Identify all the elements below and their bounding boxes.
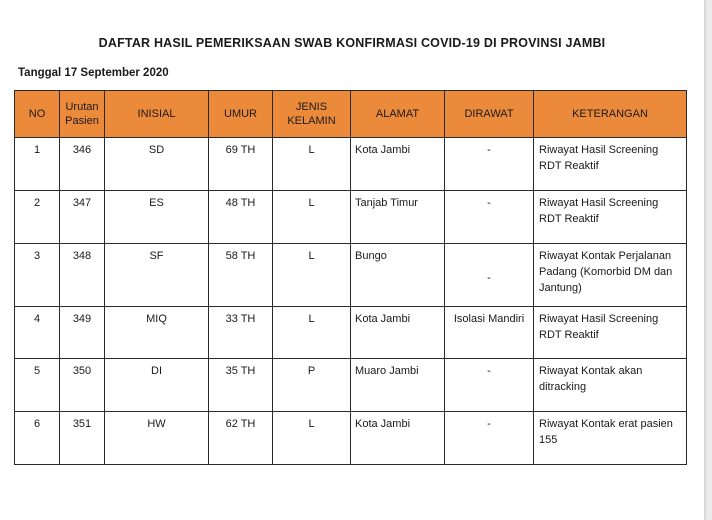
cell-dirawat: - bbox=[445, 359, 534, 412]
table-row bbox=[15, 191, 687, 244]
header-jenis-kelamin bbox=[273, 91, 351, 138]
cell-dirawat: Isolasi Mandiri bbox=[445, 307, 534, 359]
header-urutan-line2: Pasien bbox=[65, 115, 99, 127]
cell-alamat: Tanjab Timur bbox=[351, 191, 445, 244]
cell-inisial: HW bbox=[105, 412, 209, 465]
cell-dirawat bbox=[445, 244, 534, 307]
header-dirawat: DIRAWAT bbox=[445, 91, 534, 138]
cell-no: 4 bbox=[15, 307, 60, 359]
cell-jenis-kelamin: L bbox=[273, 412, 351, 465]
cell-umur: 62 TH bbox=[209, 412, 273, 465]
cell-jenis-kelamin: L bbox=[273, 307, 351, 359]
cell-alamat: Kota Jambi bbox=[351, 412, 445, 465]
cell-no: 3 bbox=[15, 244, 60, 307]
cell-dirawat: - bbox=[445, 191, 534, 244]
table-row bbox=[15, 307, 687, 359]
cell-umur: 58 TH bbox=[209, 244, 273, 307]
header-jenis-line2: KELAMIN bbox=[287, 115, 336, 127]
cell-inisial: ES bbox=[105, 191, 209, 244]
cell-jenis-kelamin: P bbox=[273, 359, 351, 412]
table-row bbox=[15, 412, 687, 465]
cell-dirawat-text: - bbox=[487, 272, 491, 284]
table-row bbox=[15, 359, 687, 412]
cell-keterangan: Riwayat Kontak akan ditracking bbox=[534, 359, 687, 412]
cell-keterangan: Riwayat Hasil Screening RDT Reaktif bbox=[534, 138, 687, 191]
cell-urutan: 351 bbox=[60, 412, 105, 465]
cell-jenis-kelamin: L bbox=[273, 244, 351, 307]
cell-alamat: Muaro Jambi bbox=[351, 359, 445, 412]
header-jenis-line1: JENIS bbox=[295, 101, 328, 113]
header-keterangan: KETERANGAN bbox=[534, 91, 687, 138]
header-urutan bbox=[60, 91, 105, 138]
cell-no: 1 bbox=[15, 138, 60, 191]
cell-urutan: 346 bbox=[60, 138, 105, 191]
header-urutan-line1: Urutan bbox=[65, 101, 99, 113]
document-title: DAFTAR HASIL PEMERIKSAAN SWAB KONFIRMASI COVID-19 DI PROVINSI JAMBI bbox=[98, 36, 606, 50]
cell-urutan: 350 bbox=[60, 359, 105, 412]
cell-keterangan: Riwayat Kontak erat pasien 155 bbox=[534, 412, 687, 465]
header-umur: UMUR bbox=[209, 91, 273, 138]
cell-jenis-kelamin: L bbox=[273, 138, 351, 191]
cell-alamat: Kota Jambi bbox=[351, 307, 445, 359]
cell-keterangan: Riwayat Kontak Perjalanan Padang (Komorbid DM dan Jantung) bbox=[534, 244, 687, 307]
cell-umur: 48 TH bbox=[209, 191, 273, 244]
cell-dirawat: - bbox=[445, 412, 534, 465]
header-alamat: ALAMAT bbox=[351, 91, 445, 138]
cell-no: 6 bbox=[15, 412, 60, 465]
cell-inisial: SF bbox=[105, 244, 209, 307]
header-no: NO bbox=[15, 91, 60, 138]
table-row bbox=[15, 244, 687, 307]
cell-inisial: DI bbox=[105, 359, 209, 412]
cell-alamat: Kota Jambi bbox=[351, 138, 445, 191]
cell-umur: 35 TH bbox=[209, 359, 273, 412]
swab-results-table bbox=[14, 90, 687, 465]
cell-keterangan: Riwayat Hasil Screening RDT Reaktif bbox=[534, 307, 687, 359]
header-inisial: INISIAL bbox=[105, 91, 209, 138]
cell-no: 2 bbox=[15, 191, 60, 244]
cell-inisial: MIQ bbox=[105, 307, 209, 359]
cell-no: 5 bbox=[15, 359, 60, 412]
cell-dirawat: - bbox=[445, 138, 534, 191]
cell-jenis-kelamin: L bbox=[273, 191, 351, 244]
cell-inisial: SD bbox=[105, 138, 209, 191]
cell-urutan: 349 bbox=[60, 307, 105, 359]
cell-urutan: 347 bbox=[60, 191, 105, 244]
report-date: Tanggal 17 September 2020 bbox=[18, 67, 169, 79]
table-row bbox=[15, 138, 687, 191]
cell-umur: 33 TH bbox=[209, 307, 273, 359]
table-header-row bbox=[15, 91, 687, 138]
cell-umur: 69 TH bbox=[209, 138, 273, 191]
cell-keterangan: Riwayat Hasil Screening RDT Reaktif bbox=[534, 191, 687, 244]
cell-urutan: 348 bbox=[60, 244, 105, 307]
cell-alamat: Bungo bbox=[351, 244, 445, 307]
